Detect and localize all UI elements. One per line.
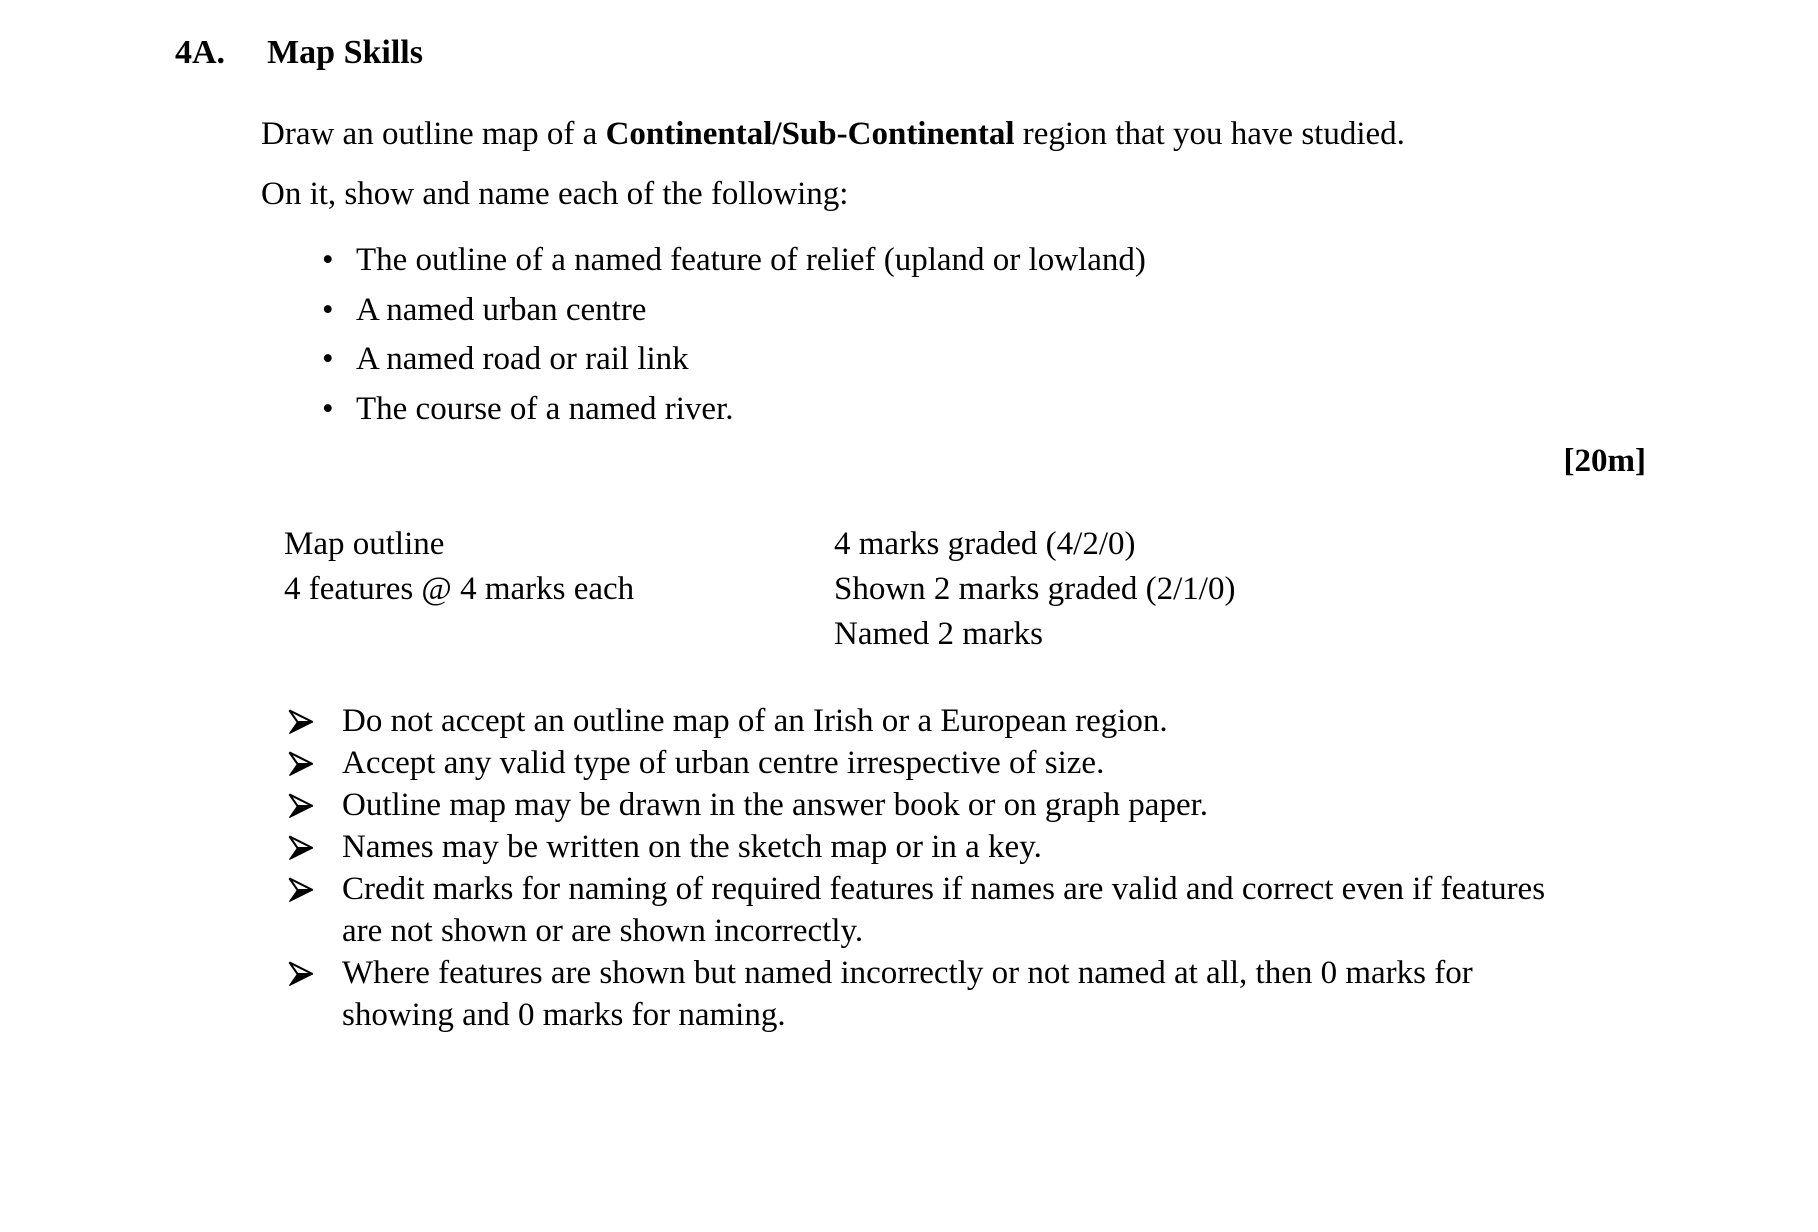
- note-text: Credit marks for naming of required features if names are valid and correct even if features are not shown or are shown incorrectly.: [342, 871, 1546, 949]
- question-number: 4A.: [175, 34, 226, 71]
- list-item-text: A named urban centre: [356, 291, 647, 328]
- list-item-text: The outline of a named feature of relief (upland or lowland): [356, 242, 1146, 278]
- list-item: [342, 742, 1582, 784]
- page-title: Map Skills: [267, 34, 423, 71]
- instruction-text-post: region that you have studied.: [1014, 116, 1405, 152]
- arrow-bullet-icon: [286, 790, 316, 832]
- table-cell-criterion: Map outline: [284, 526, 445, 562]
- question-heading: [175, 33, 423, 73]
- list-item: [342, 700, 1582, 742]
- arrow-bullet-icon: [286, 748, 316, 790]
- list-item: [342, 952, 1582, 1036]
- list-item-text: A named road or rail link: [356, 341, 689, 377]
- instruction-text-bold: Continental/Sub-Continental: [605, 116, 1015, 152]
- table-row: [284, 522, 1235, 567]
- arrow-bullet-icon: [286, 832, 316, 874]
- table-row: [284, 567, 1235, 612]
- note-text: Accept any valid type of urban centre irrespective of size.: [342, 745, 1105, 781]
- total-marks-badge: [20m]: [1563, 443, 1646, 479]
- list-item: [322, 385, 1146, 435]
- table-cell-criterion: 4 features @ 4 marks each: [284, 571, 635, 607]
- table-cell-marks: Named 2 marks: [834, 616, 1043, 652]
- bullet-icon: •: [322, 341, 334, 377]
- note-text: Names may be written on the sketch map or in a key.: [342, 829, 1042, 865]
- table-row: [284, 612, 1235, 657]
- list-item: [322, 335, 1146, 385]
- feature-list: [322, 236, 1146, 434]
- instruction-line-2: On it, show and name each of the following:: [261, 176, 849, 212]
- instruction-text-pre: Draw an outline map of a: [261, 116, 606, 152]
- marking-table: [284, 522, 1235, 657]
- instruction-line-1: [261, 112, 1405, 156]
- list-item: [342, 868, 1582, 952]
- table-cell-criterion: [284, 612, 834, 657]
- bullet-icon: •: [322, 242, 334, 278]
- list-item: [342, 826, 1582, 868]
- list-item: [322, 286, 1146, 336]
- note-text: Outline map may be drawn in the answer book or on graph paper.: [342, 787, 1209, 823]
- arrow-bullet-icon: [286, 706, 316, 748]
- note-text: Do not accept an outline map of an Irish or a European region.: [342, 703, 1168, 739]
- note-text: Where features are shown but named incorrectly or not named at all, then 0 marks for showing and 0 marks for naming.: [342, 955, 1473, 1033]
- list-item: [342, 784, 1582, 826]
- bullet-icon: •: [322, 291, 334, 328]
- table-cell-marks: Shown 2 marks graded (2/1/0): [834, 571, 1236, 607]
- marking-notes-list: [342, 700, 1582, 1036]
- list-item-text: The course of a named river.: [356, 390, 734, 427]
- arrow-bullet-icon: [286, 874, 316, 916]
- list-item: [322, 236, 1146, 286]
- arrow-bullet-icon: [286, 958, 316, 1000]
- bullet-icon: •: [322, 390, 334, 427]
- table-cell-marks: 4 marks graded (4/2/0): [834, 526, 1136, 562]
